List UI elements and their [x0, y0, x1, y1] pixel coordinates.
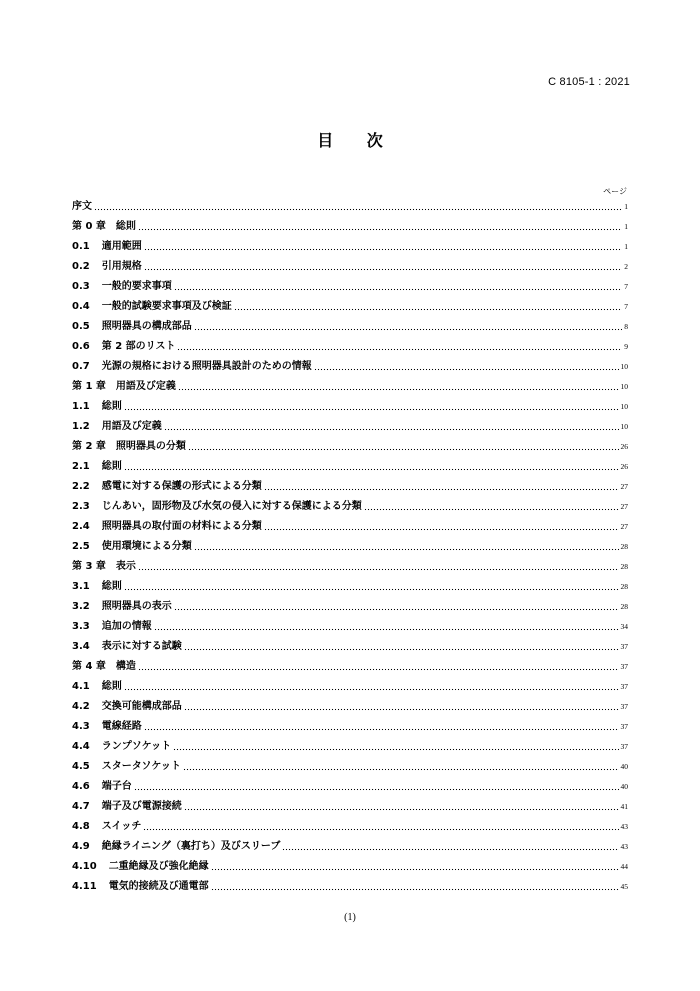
toc-entry-page: 28 — [620, 582, 628, 591]
toc-entry-number: 2.3 — [72, 501, 90, 512]
toc-entry[interactable] — [72, 697, 628, 717]
toc-entry-page: 2 — [624, 262, 628, 271]
toc-dot-leader — [178, 388, 619, 391]
toc-entry-page: 44 — [620, 862, 628, 871]
toc-entry[interactable] — [72, 757, 628, 777]
toc-dot-leader — [124, 408, 619, 411]
toc-entry-number: 1.2 — [72, 421, 90, 432]
toc-entry-number: 0.1 — [72, 241, 90, 252]
toc-entry[interactable] — [72, 517, 628, 537]
toc-dot-leader — [177, 348, 622, 351]
toc-entry[interactable] — [72, 637, 628, 657]
toc-entry-number: 4.7 — [72, 801, 90, 812]
toc-entry-number: 0.7 — [72, 361, 90, 372]
toc-entry-page: 40 — [620, 782, 628, 791]
toc-entry-page: 26 — [620, 442, 628, 451]
page-title: 目 次 — [317, 131, 397, 150]
toc-entry[interactable] — [72, 357, 628, 377]
toc-entry-number: 4.3 — [72, 721, 90, 732]
toc-entry-page: 43 — [620, 822, 628, 831]
toc-entry[interactable] — [72, 377, 628, 397]
toc-dot-leader — [144, 248, 623, 251]
toc-dot-leader — [174, 288, 623, 291]
toc-entry-page: 27 — [620, 522, 628, 531]
toc-dot-leader — [138, 228, 622, 231]
toc-entry[interactable] — [72, 337, 628, 357]
toc-entry-title: 使用環境による分類 — [101, 541, 192, 552]
toc-entry-title: 端子台 — [101, 781, 132, 792]
toc-entry-page: 27 — [620, 482, 628, 491]
toc-entry-title: 総則 — [101, 581, 122, 592]
toc-entry[interactable] — [72, 277, 628, 297]
toc-entry-page: 37 — [620, 642, 628, 651]
toc-entry-page: 10 — [620, 382, 628, 391]
toc-entry-page: 40 — [620, 762, 628, 771]
toc-dot-leader — [143, 828, 618, 831]
toc-dot-leader — [124, 688, 619, 691]
toc-entry-title: 第 0 章 総則 — [72, 221, 136, 232]
page-number: (1) — [344, 912, 356, 923]
toc-entry-title: 総則 — [101, 401, 122, 412]
toc-entry-title: 一般的試験要求事項及び検証 — [101, 301, 232, 312]
toc-dot-leader — [164, 428, 619, 431]
toc-entry[interactable] — [72, 817, 628, 837]
toc-entry-title: 総則 — [101, 461, 122, 472]
toc-entry[interactable] — [72, 417, 628, 437]
toc-entry-page: 45 — [620, 882, 628, 891]
toc-entry-number: 3.3 — [72, 621, 90, 632]
toc-entry-title: 表示に対する試験 — [101, 641, 182, 652]
toc-dot-leader — [173, 748, 618, 751]
toc-dot-leader — [154, 628, 619, 631]
toc-entry[interactable] — [72, 437, 628, 457]
toc-entry-page: 7 — [624, 302, 628, 311]
toc-entry[interactable] — [72, 237, 628, 257]
toc-entry-page: 26 — [620, 462, 628, 471]
toc-entry[interactable] — [72, 617, 628, 637]
toc-entry[interactable] — [72, 457, 628, 477]
toc-entry-title: 適用範囲 — [101, 241, 142, 252]
toc-entry-title: 総則 — [101, 681, 122, 692]
toc-entry-title: スタータソケット — [101, 761, 181, 772]
toc-entry-title: じんあい，固形物及び水気の侵入に対する保護による分類 — [101, 501, 362, 512]
toc-entry-title: 第 3 章 表示 — [72, 561, 136, 572]
toc-dot-leader — [314, 368, 619, 371]
toc-entry-page: 7 — [624, 282, 628, 291]
toc-dot-leader — [174, 608, 619, 611]
toc-entry-page: 37 — [620, 722, 628, 731]
toc-entry[interactable] — [72, 577, 628, 597]
toc-entry-page: 10 — [620, 422, 628, 431]
toc-entry-number: 4.10 — [72, 861, 97, 872]
toc-entry-number: 4.2 — [72, 701, 90, 712]
toc-dot-leader — [94, 208, 622, 211]
toc-entry[interactable] — [72, 497, 628, 517]
toc-dot-leader — [364, 508, 619, 511]
toc-dot-leader — [184, 648, 619, 651]
toc-entry-title: 一般的要求事項 — [101, 281, 172, 292]
toc-entry-number: 4.5 — [72, 761, 90, 772]
toc-entry-number: 3.1 — [72, 581, 90, 592]
toc-entry-title: 追加の情報 — [101, 621, 152, 632]
toc-dot-leader — [184, 808, 619, 811]
toc-entry[interactable] — [72, 657, 628, 677]
toc-entry-number: 0.6 — [72, 341, 90, 352]
toc-entry-number: 0.4 — [72, 301, 90, 312]
toc-entry[interactable] — [72, 257, 628, 277]
toc-dot-leader — [124, 468, 619, 471]
toc-entry-number: 3.4 — [72, 641, 90, 652]
toc-entry-title: 照明器具の構成部品 — [101, 321, 192, 332]
toc-entry-title: 第 2 部のリスト — [101, 341, 176, 352]
toc-entry-page: 28 — [620, 542, 628, 551]
toc-dot-leader — [194, 328, 623, 331]
toc-entry-number: 4.4 — [72, 741, 90, 752]
toc-dot-leader — [134, 788, 619, 791]
toc-entry-number: 4.9 — [72, 841, 90, 852]
toc-entry[interactable] — [72, 477, 628, 497]
toc-entry-page: 27 — [620, 502, 628, 511]
toc-entry-title: ランプソケット — [101, 741, 172, 752]
toc-entry-page: 34 — [620, 622, 628, 631]
toc-dot-leader — [183, 768, 619, 771]
toc-entry-title: 感電に対する保護の形式による分類 — [101, 481, 262, 492]
toc-entry-title: 第 1 章 用語及び定義 — [72, 381, 176, 392]
toc-entry-page: 37 — [620, 682, 628, 691]
toc-entry-page: 28 — [620, 562, 628, 571]
toc-entry[interactable] — [72, 297, 628, 317]
toc-entry[interactable] — [72, 197, 628, 217]
page-column-label: ページ — [603, 187, 627, 196]
toc-entry-title: 絶縁ライニング（裏打ち）及びスリーブ — [101, 841, 281, 852]
toc-entry-page: 9 — [624, 342, 628, 351]
toc-dot-leader — [264, 528, 619, 531]
toc-dot-leader — [282, 848, 618, 851]
toc-entry-number: 2.1 — [72, 461, 90, 472]
toc-entry-number: 2.2 — [72, 481, 90, 492]
toc-entry-title: 交換可能構成部品 — [101, 701, 182, 712]
toc-entry[interactable] — [72, 217, 628, 237]
toc-entry[interactable] — [72, 737, 628, 757]
toc-entry-page: 37 — [620, 742, 628, 751]
toc-entry[interactable] — [72, 717, 628, 737]
toc-dot-leader — [138, 568, 619, 571]
toc-entry[interactable] — [72, 597, 628, 617]
toc-entry-title: 光源の規格における照明器具設計のための情報 — [101, 361, 312, 372]
toc-entry-page: 28 — [620, 602, 628, 611]
toc-entry-page: 10 — [620, 362, 628, 371]
toc-entry-title: 第 4 章 構造 — [72, 661, 136, 672]
toc-entry-number: 3.2 — [72, 601, 90, 612]
toc-entry-number: 4.11 — [72, 881, 97, 892]
toc-entry-title: スイッチ — [101, 821, 142, 832]
toc-entry[interactable] — [72, 877, 628, 897]
toc-entry-title: 照明器具の取付面の材料による分類 — [101, 521, 262, 532]
toc-entry-title: 照明器具の表示 — [101, 601, 172, 612]
toc-entry[interactable] — [72, 677, 628, 697]
toc-entry-page: 1 — [624, 222, 628, 231]
toc-entry[interactable] — [72, 557, 628, 577]
toc-entry-title: 端子及び電源接続 — [101, 801, 182, 812]
toc-entry[interactable] — [72, 857, 628, 877]
toc-entry-page: 1 — [624, 242, 628, 251]
toc-dot-leader — [144, 728, 619, 731]
toc-entry-page: 43 — [620, 842, 628, 851]
toc-entry[interactable] — [72, 537, 628, 557]
toc-dot-leader — [144, 268, 623, 271]
toc-entry-title: 用語及び定義 — [101, 421, 162, 432]
toc-entry-number: 1.1 — [72, 401, 90, 412]
toc-entry-number: 4.8 — [72, 821, 90, 832]
toc-entry[interactable] — [72, 317, 628, 337]
toc-entry-title: 序文 — [72, 201, 92, 212]
toc-entry-number: 4.1 — [72, 681, 90, 692]
toc-entry-page: 8 — [624, 322, 628, 331]
toc-entry-page: 37 — [620, 702, 628, 711]
toc-dot-leader — [124, 588, 619, 591]
toc-entry-number: 0.3 — [72, 281, 90, 292]
toc-entry-title: 引用規格 — [101, 261, 142, 272]
toc-dot-leader — [138, 668, 619, 671]
toc-entry-title: 電線経路 — [101, 721, 142, 732]
toc-entry-title: 二重絶縁及び強化絶縁 — [108, 861, 209, 872]
toc-entry[interactable] — [72, 397, 628, 417]
toc-entry-number: 2.5 — [72, 541, 90, 552]
toc-entry-page: 10 — [620, 402, 628, 411]
toc-entry-page: 41 — [620, 802, 628, 811]
toc-entry-page: 37 — [620, 662, 628, 671]
toc-dot-leader — [184, 708, 619, 711]
toc-entry-number: 2.4 — [72, 521, 90, 532]
toc-entry-number: 0.5 — [72, 321, 90, 332]
toc-entry-page: 1 — [624, 202, 628, 211]
toc-entry-title: 第 2 章 照明器具の分類 — [72, 441, 186, 452]
toc-entry[interactable] — [72, 777, 628, 797]
table-of-contents — [72, 197, 628, 897]
toc-entry[interactable] — [72, 837, 628, 857]
toc-dot-leader — [264, 488, 619, 491]
toc-dot-leader — [211, 868, 619, 871]
document-id: C 8105-1 : 2021 — [548, 76, 630, 88]
toc-entry-title: 電気的接続及び通電部 — [108, 881, 209, 892]
toc-entry[interactable] — [72, 797, 628, 817]
toc-dot-leader — [234, 308, 623, 311]
toc-dot-leader — [188, 448, 619, 451]
toc-entry-number: 4.6 — [72, 781, 90, 792]
toc-dot-leader — [211, 888, 619, 891]
toc-dot-leader — [194, 548, 619, 551]
toc-entry-number: 0.2 — [72, 261, 90, 272]
